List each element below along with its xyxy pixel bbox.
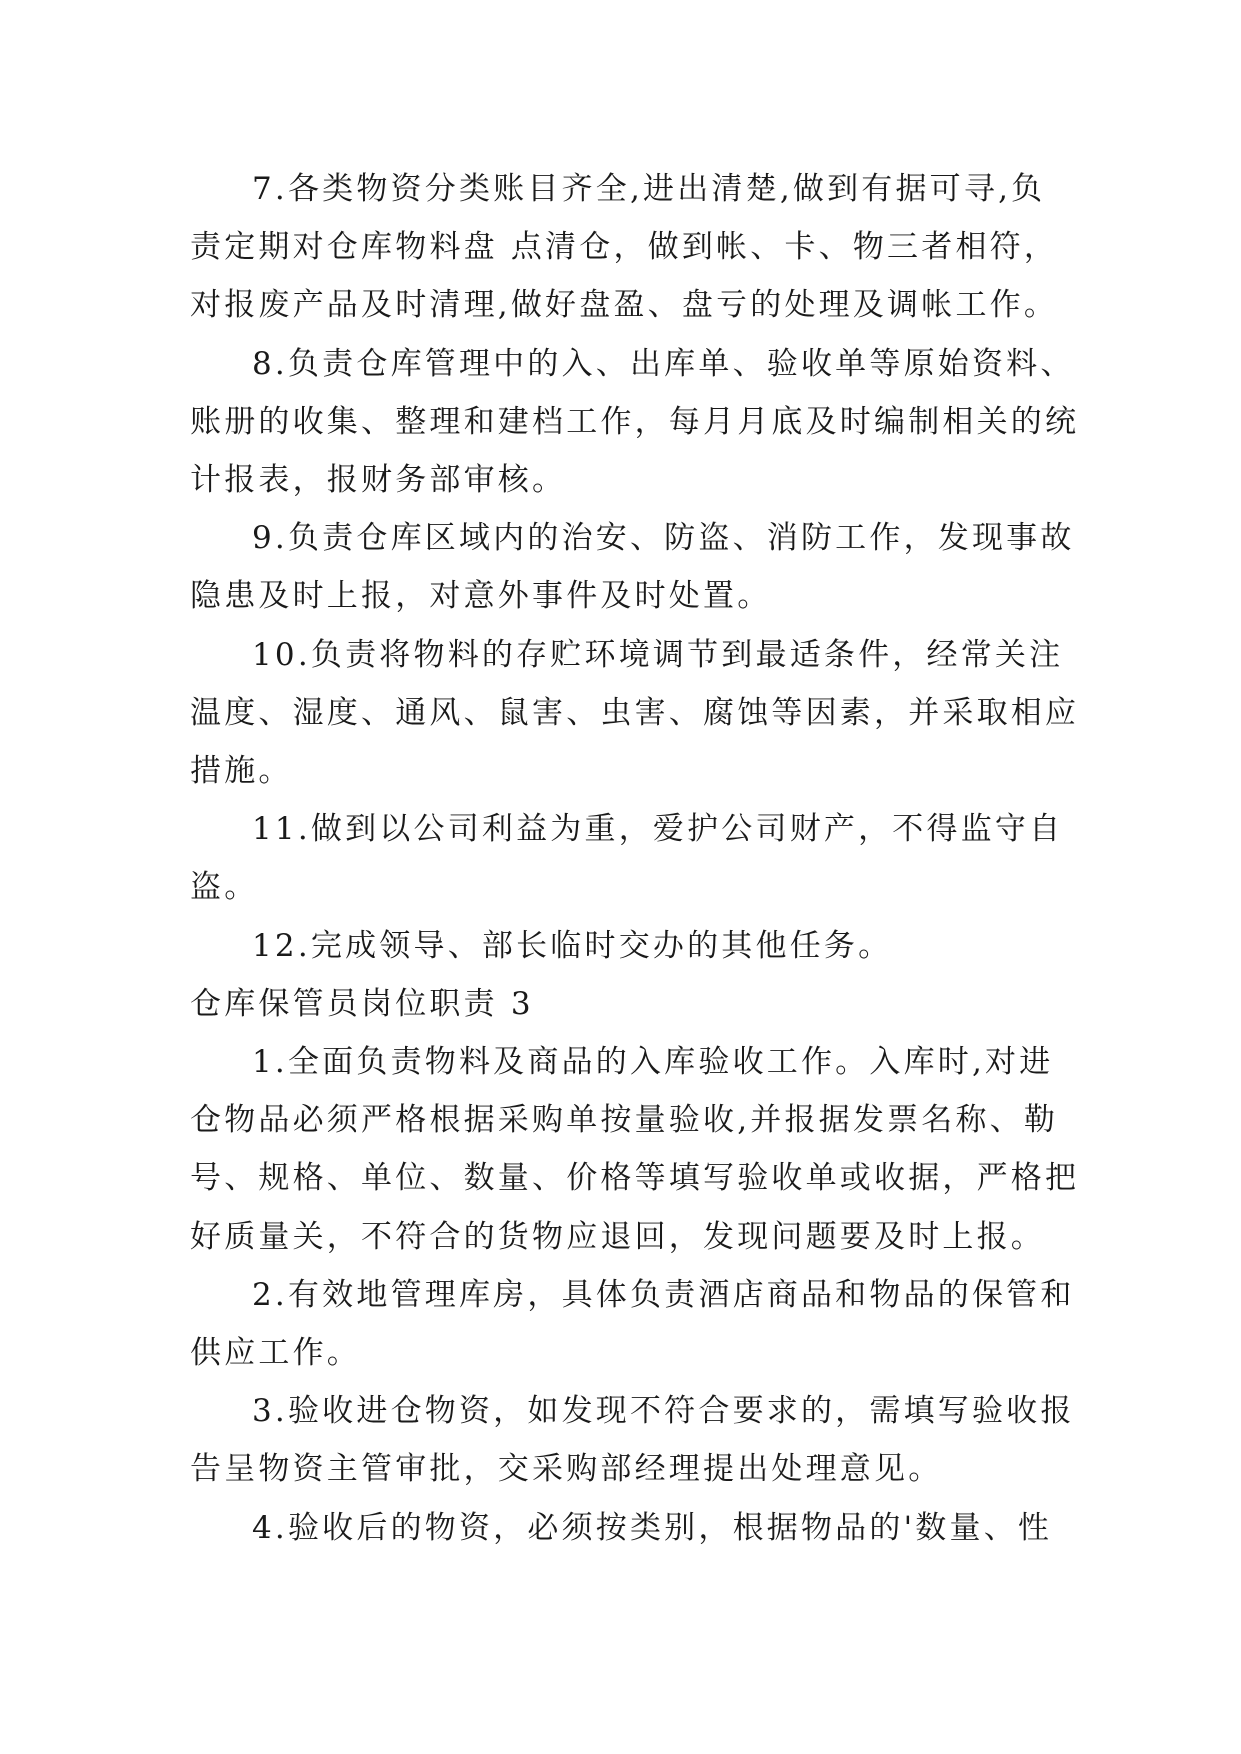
text-line: 隐患及时上报，对意外事件及时处置。	[190, 578, 772, 615]
text-line: 供应工作。	[190, 1335, 361, 1372]
section-paragraph-item-2	[190, 1266, 1075, 1382]
text-line: 温度、湿度、通风、鼠害、虫害、腐蚀等因素，并采取相应	[190, 694, 1080, 731]
document-body	[190, 160, 1080, 1557]
text-line: 3.验收进仓物资，如发现不符合要求的，需填写验收报	[252, 1393, 1075, 1430]
text-line: 4.验收后的物资，必须按类别，根据物品的'数量、性	[252, 1509, 1053, 1546]
text-line: 7.各类物资分类账目齐全,进出清楚,做到有据可寻,负	[252, 171, 1046, 207]
text-line: 9.负责仓库区域内的治安、防盗、消防工作，发现事故	[252, 520, 1075, 557]
paragraph-item-10	[190, 626, 1080, 801]
text-line: 1.全面负责物料及商品的入库验收工作。入库时,对进	[252, 1044, 1054, 1081]
paragraph-item-12	[190, 917, 1060, 975]
text-line: 好质量关，不符合的货物应退回，发现问题要及时上报。	[190, 1218, 1045, 1255]
text-line: 8.负责仓库管理中的入、出库单、验收单等原始资料、	[252, 345, 1075, 382]
section-paragraph-item-1	[190, 1033, 1080, 1266]
paragraph-item-7	[190, 160, 1060, 335]
section-paragraph-item-4	[190, 1499, 1060, 1557]
section-paragraph-item-3	[190, 1382, 1075, 1498]
text-line: 盗。	[190, 869, 259, 906]
paragraph-item-11	[190, 800, 1064, 916]
text-line: 告呈物资主管审批，交采购部经理提出处理意见。	[190, 1451, 943, 1488]
text-line: 对报废产品及时清理,做好盘盈、盘亏的处理及调帐工作。	[190, 287, 1059, 324]
text-line: 责定期对仓库物料盘 点清仓，做到帐、卡、物三者相符，	[190, 229, 1059, 266]
text-line: 计报表，报财务部审核。	[190, 462, 567, 499]
text-line: 账册的收集、整理和建档工作，每月月底及时编制相关的统	[190, 403, 1080, 440]
text-line: 号、规格、单位、数量、价格等填写验收单或收据，严格把	[190, 1160, 1080, 1197]
text-line: 11.做到以公司利益为重，爱护公司财产，不得监守自	[252, 811, 1064, 848]
text-line: 12.完成领导、部长临时交办的其他任务。	[252, 927, 893, 964]
text-line: 措施。	[190, 753, 293, 790]
text-line: 10.负责将物料的存贮环境调节到最适条件，经常关注	[252, 636, 1064, 673]
text-line: 2.有效地管理库房，具体负责酒店商品和物品的保管和	[252, 1276, 1075, 1313]
section-heading: 仓库保管员岗位职责 3	[190, 985, 534, 1022]
paragraph-item-8	[190, 335, 1080, 510]
paragraph-item-9	[190, 509, 1075, 625]
text-line: 仓物品必须严格根据采购单按量验收,并报据发票名称、勒	[190, 1102, 1059, 1139]
